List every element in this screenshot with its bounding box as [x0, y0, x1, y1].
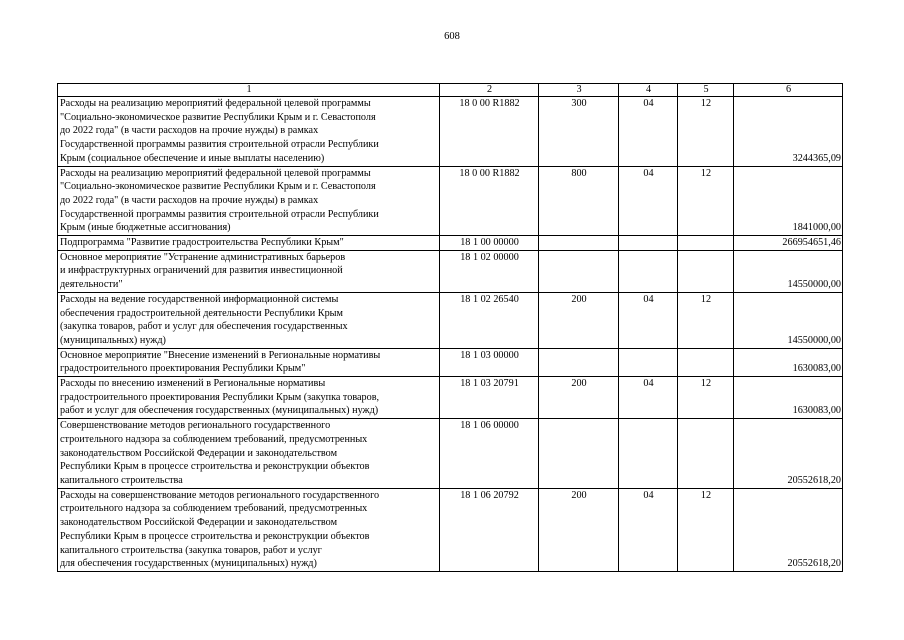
code-cell: 18 1 06 20792 [440, 488, 539, 571]
amount-cell: 20552618,20 [734, 419, 843, 489]
name-cell: Расходы на совершенствование методов регионального государственного строительного надзора за соблюдением требований, предусмотренных законодательством Российской Федерации и законодательством Республики Крым в процессе строительства и реконструкции объектов капитального строительства (закупка товаров, работ и услуг для обеспечения государственных (муниципальных) нужд) [58, 488, 440, 571]
subsection-cell [678, 250, 734, 292]
amount-cell: 14550000,00 [734, 250, 843, 292]
code-cell: 18 0 00 R1882 [440, 166, 539, 236]
header-cell-2: 2 [440, 84, 539, 97]
subsection-cell: 12 [678, 97, 734, 167]
expense-type-cell [539, 419, 619, 489]
section-cell: 04 [619, 166, 678, 236]
name-cell: Расходы на реализацию мероприятий федеральной целевой программы "Социально-экономическое развитие Республики Крым и г. Севастополя до 2022 года" (в части расходов на прочие нужды) в рамках Государственной программы развития строительной отрасли Республики Крым (социальное обеспечение и иные выплаты населению) [58, 97, 440, 167]
section-cell: 04 [619, 488, 678, 571]
code-cell: 18 0 00 R1882 [440, 97, 539, 167]
table-row [58, 488, 843, 571]
amount-cell: 1841000,00 [734, 166, 843, 236]
amount-cell: 1630083,00 [734, 348, 843, 376]
name-cell: Расходы на ведение государственной информационной системы обеспечения градостроительной деятельности Республики Крым (закупка товаров, работ и услуг для обеспечения государственных (муниципальных) нужд) [58, 292, 440, 348]
code-cell: 18 1 02 00000 [440, 250, 539, 292]
subsection-cell: 12 [678, 377, 734, 419]
table-row [58, 419, 843, 489]
subsection-cell: 12 [678, 488, 734, 571]
subsection-cell: 12 [678, 166, 734, 236]
amount-cell: 266954651,46 [734, 236, 843, 251]
expense-type-cell: 800 [539, 166, 619, 236]
header-cell-1: 1 [58, 84, 440, 97]
expense-type-cell [539, 236, 619, 251]
expense-type-cell [539, 250, 619, 292]
amount-cell: 20552618,20 [734, 488, 843, 571]
page-number: 608 [444, 31, 460, 42]
expense-type-cell [539, 348, 619, 376]
code-cell: 18 1 06 00000 [440, 419, 539, 489]
header-cell-4: 4 [619, 84, 678, 97]
table-row [58, 166, 843, 236]
table-body [58, 84, 843, 572]
section-cell: 04 [619, 377, 678, 419]
name-cell: Совершенствование методов регионального государственного строительного надзора за соблюдением требований, предусмотренных законодательством Российской Федерации и законодательством Республики Крым в процессе строительства и реконструкции объектов капитального строительства [58, 419, 440, 489]
name-cell: Подпрограмма "Развитие градостроительства Республики Крым" [58, 236, 440, 251]
name-cell: Расходы на реализацию мероприятий федеральной целевой программы "Социально-экономическое развитие Республики Крым и г. Севастополя до 2022 года" (в части расходов на прочие нужды) в рамках Государственной программы развития строительной отрасли Республики Крым (иные бюджетные ассигнования) [58, 166, 440, 236]
name-cell: Расходы по внесению изменений в Региональные нормативы градостроительного проектирования Республики Крым (закупка товаров, работ и услуг для обеспечения государственных (муниципальных) нужд) [58, 377, 440, 419]
section-cell [619, 236, 678, 251]
amount-cell: 14550000,00 [734, 292, 843, 348]
header-cell-5: 5 [678, 84, 734, 97]
subsection-cell [678, 348, 734, 376]
subsection-cell [678, 236, 734, 251]
table-row [58, 97, 843, 167]
table-row [58, 236, 843, 251]
table-row [58, 377, 843, 419]
section-cell [619, 419, 678, 489]
expense-type-cell: 200 [539, 488, 619, 571]
section-cell [619, 250, 678, 292]
expense-type-cell: 200 [539, 292, 619, 348]
code-cell: 18 1 03 00000 [440, 348, 539, 376]
code-cell: 18 1 03 20791 [440, 377, 539, 419]
table-row [58, 250, 843, 292]
name-cell: Основное мероприятие "Устранение административных барьеров и инфраструктурных ограничений для развития инвестиционной деятельности" [58, 250, 440, 292]
section-cell: 04 [619, 97, 678, 167]
amount-cell: 3244365,09 [734, 97, 843, 167]
expense-type-cell: 300 [539, 97, 619, 167]
amount-cell: 1630083,00 [734, 377, 843, 419]
code-cell: 18 1 00 00000 [440, 236, 539, 251]
section-cell: 04 [619, 292, 678, 348]
subsection-cell [678, 419, 734, 489]
table-row [58, 348, 843, 376]
code-cell: 18 1 02 26540 [440, 292, 539, 348]
budget-table [57, 83, 843, 572]
section-cell [619, 348, 678, 376]
table-row [58, 292, 843, 348]
name-cell: Основное мероприятие "Внесение изменений в Региональные нормативы градостроительного проектирования Республики Крым" [58, 348, 440, 376]
header-cell-3: 3 [539, 84, 619, 97]
header-cell-6: 6 [734, 84, 843, 97]
table-header-row [58, 84, 843, 97]
subsection-cell: 12 [678, 292, 734, 348]
expense-type-cell: 200 [539, 377, 619, 419]
